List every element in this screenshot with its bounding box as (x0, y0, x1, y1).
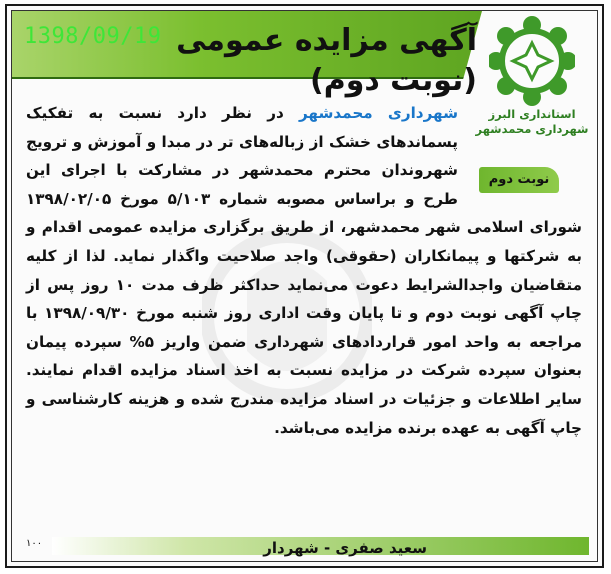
date-stamp: 1398/09/19 (24, 24, 162, 49)
rosette-emblem-icon (489, 15, 575, 107)
signature-strip (12, 531, 597, 561)
logo-municipality-label: شهرداری محمدشهر (475, 122, 589, 136)
organization-name: شهرداری محمدشهر (298, 104, 459, 122)
reference-number: ۱۰۰ (26, 538, 43, 549)
round-tag: نوبت دوم (479, 167, 559, 193)
notice-body (26, 99, 582, 442)
logo-wrap-spacer (458, 99, 582, 213)
logo-province-label: استانداری البرز (488, 107, 576, 121)
signatory: سعید صفری - شهردار (263, 539, 427, 557)
notice-body-text: در نظر دارد نسبت به تفکیک پسماندهای خشک از زباله‌های تر در مبدا و آموزش و ترویج شهروندان محترم محمدشهر در مشارکت با اجرای این طرح و براساس مصوبه شماره ۵/۱۰۳ مورخ ۱۳۹۸/۰۲/۰۵ شورای اسلامی شهر محمدشهر، از طریق برگزاری مزایده عمومی اقدام و به شرکتها و پیمانکاران (حقوقی) واجد صلاحیت واگذار نماید. لذا از کلیه متقاضیان واجدالشرایط دعوت می‌نماید حداکثر ظرف مدت ۱۰ روز پس از چاپ آگهی نوبت دوم و تا پایان وقت اداری روز شنبه مورخ ۱۳۹۸/۰۹/۳۰ با مراجعه به واحد امور قراردادهای شهرداری ضمن واریز ۵% سپرده پیمان بعنوان سپرده شرکت در مزایده نسبت به اخذ اسناد مزایده اقدام نمایند. سایر اطلاعات و جزئیات در اسناد مزایده مندرج شده و هزینه کارشناسی و چاپ آگهی به عهده برنده مزایده می‌باشد. (26, 104, 582, 437)
notice-title: آگهی مزایده عمومی (نوبت دوم) (176, 23, 477, 98)
notice-frame (5, 4, 604, 568)
notice-inner-border (11, 10, 598, 562)
